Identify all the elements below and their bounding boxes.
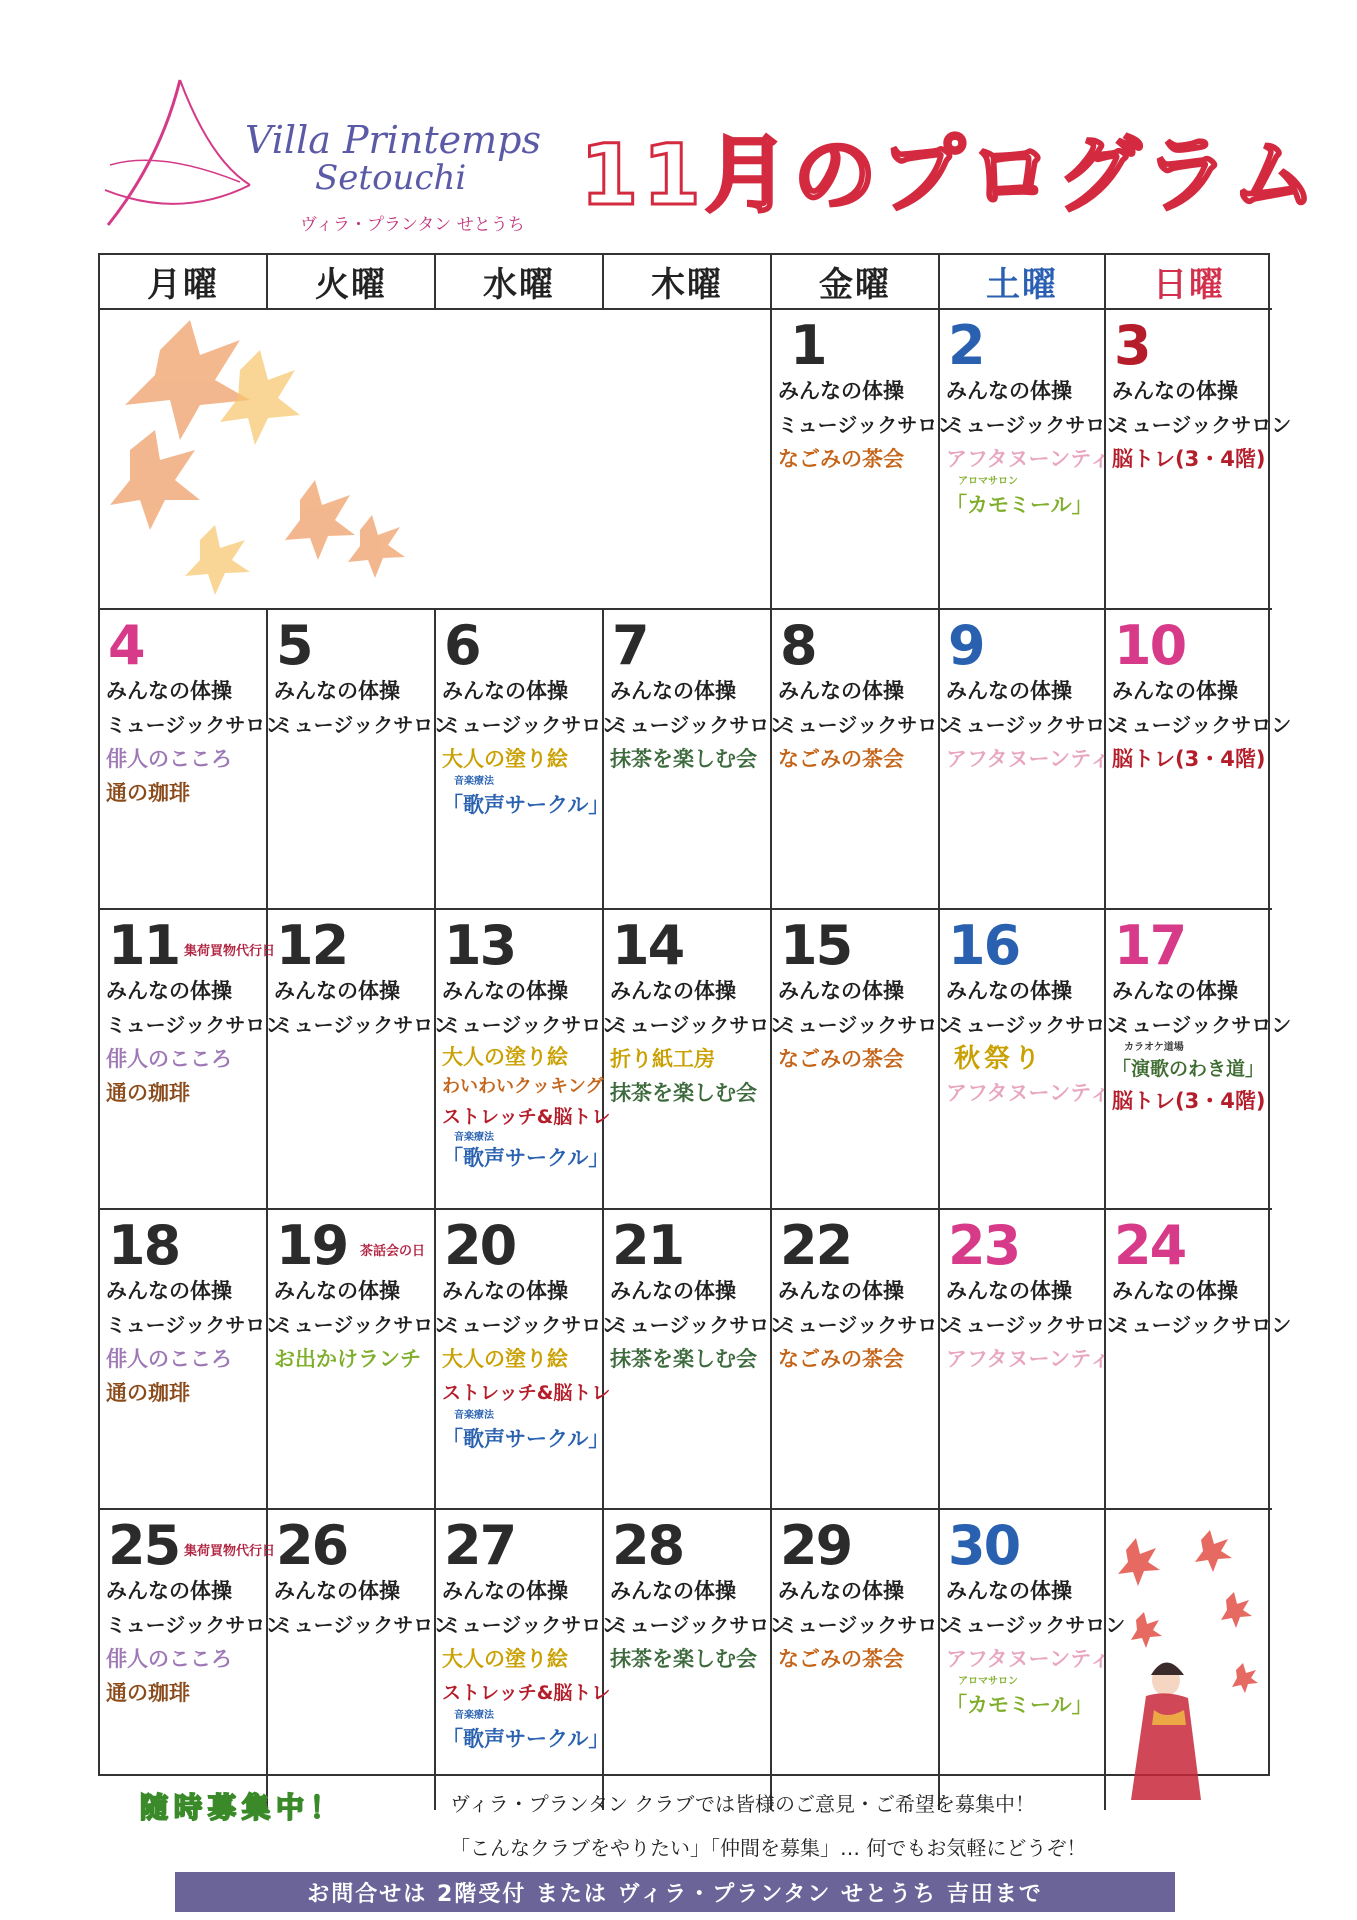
- event-nagomi: なごみの茶会: [778, 747, 904, 771]
- event-music: ミュージックサロン: [610, 1313, 790, 1337]
- event-music: ミュージックサロン: [946, 1613, 1126, 1637]
- day-cell-20: [436, 1210, 622, 1510]
- event-nurie: 大人の塗り絵: [442, 747, 568, 771]
- day-number: 10: [1114, 614, 1186, 677]
- note-kaimono: 集荷買物代行日: [184, 1544, 276, 1559]
- day-number: 16: [948, 914, 1020, 977]
- footer-message-2: 「こんなクラブをやりたい」「仲間を募集」… 何でもお気軽にどうぞ！: [450, 1836, 1087, 1860]
- event-music: ミュージックサロン: [442, 1313, 622, 1337]
- event-lunch: お出かけランチ: [274, 1347, 421, 1371]
- event-music: ミュージックサロン: [274, 713, 454, 737]
- day-cell-22: [772, 1210, 958, 1510]
- day-number: 25: [108, 1514, 180, 1577]
- event-taiso: みんなの体操: [778, 679, 904, 703]
- event-taiso: みんなの体操: [778, 1279, 904, 1303]
- event-music: ミュージックサロン: [106, 1013, 286, 1037]
- event-taiso: みんなの体操: [1112, 1279, 1238, 1303]
- event-tag-ongaku: 音楽療法: [454, 1132, 494, 1143]
- note-sawakai: 茶話会の日: [360, 1244, 426, 1259]
- event-taiso: みんなの体操: [106, 1579, 232, 1603]
- event-kasei: 「歌声サークル」: [442, 1146, 610, 1170]
- event-haijin: 俳人のこころ: [106, 1047, 232, 1071]
- day-number: 2: [948, 314, 984, 377]
- event-noutore: 脳トレ(3・4階): [1112, 747, 1266, 771]
- event-tag-ongaku: 音楽療法: [454, 1410, 494, 1421]
- event-music: ミュージックサロン: [778, 1313, 958, 1337]
- weekday-header-wed: 水曜: [436, 255, 604, 310]
- day-number: 18: [108, 1214, 180, 1277]
- day-number: 24: [1114, 1214, 1186, 1277]
- event-music: ミュージックサロン: [778, 1613, 958, 1637]
- event-haijin: 俳人のこころ: [106, 747, 232, 771]
- day-cell-17: [1106, 910, 1292, 1210]
- event-nagomi: なごみの茶会: [778, 1047, 904, 1071]
- event-taiso: みんなの体操: [946, 379, 1072, 403]
- event-taiso: みんなの体操: [610, 679, 736, 703]
- autumn-leaves-decoration: [100, 310, 772, 610]
- event-taiso: みんなの体操: [442, 1279, 568, 1303]
- kimono-girl-illustration: [1106, 1510, 1272, 1810]
- weekday-header-thu: 木曜: [604, 255, 772, 310]
- event-enka: 「演歌のわき道」: [1112, 1058, 1265, 1080]
- day-cell-10: [1106, 610, 1292, 910]
- weekday-header-mon: 月曜: [100, 255, 268, 310]
- event-tag-aroma: アロマサロン: [958, 1676, 1018, 1687]
- event-noutore: 脳トレ(3・4階): [1112, 1089, 1266, 1113]
- event-music: ミュージックサロン: [106, 1313, 286, 1337]
- day-cell-19: [268, 1210, 454, 1510]
- day-cell-27: [436, 1510, 622, 1810]
- event-music: ミュージックサロン: [1112, 413, 1292, 437]
- calendar-grid: [98, 253, 1292, 1776]
- weekday-header-tue: 火曜: [268, 255, 436, 310]
- day-cell-5: [268, 610, 454, 910]
- day-number: 30: [948, 1514, 1020, 1577]
- event-matcha: 抹茶を楽しむ会: [610, 1347, 757, 1371]
- day-number: 12: [276, 914, 348, 977]
- event-music: ミュージックサロン: [946, 1013, 1126, 1037]
- event-cooking: わいわいクッキング: [442, 1076, 604, 1097]
- event-tag-ongaku: 音楽療法: [454, 776, 494, 787]
- day-cell-13: [436, 910, 622, 1210]
- logo-text-setouchi: Setouchi: [315, 158, 467, 198]
- day-number: 7: [612, 614, 648, 677]
- event-stretch: ストレッチ&脳トレ: [442, 1106, 611, 1128]
- event-kasei: 「歌声サークル」: [442, 793, 610, 817]
- day-number: 22: [780, 1214, 852, 1277]
- event-afternoon-tea: アフタヌーンティ: [946, 1081, 1111, 1105]
- event-kasei: 「歌声サークル」: [442, 1427, 610, 1451]
- event-music: ミュージックサロン: [106, 1613, 286, 1637]
- event-taiso: みんなの体操: [946, 1279, 1072, 1303]
- event-matcha: 抹茶を楽しむ会: [610, 747, 757, 771]
- day-number: 3: [1114, 314, 1150, 377]
- day-number: 14: [612, 914, 684, 977]
- event-tag-karaoke: カラオケ道場: [1124, 1042, 1184, 1053]
- day-cell-8: [772, 610, 958, 910]
- day-cell-25: [100, 1510, 286, 1810]
- day-number: 21: [612, 1214, 684, 1277]
- day-cell-11: [100, 910, 286, 1210]
- event-afternoon-tea: アフタヌーンティ: [946, 747, 1111, 771]
- event-camomile: 「カモミール」: [946, 1693, 1093, 1717]
- event-taiso: みんなの体操: [1112, 379, 1238, 403]
- page-title: 11月のプログラム: [580, 126, 1321, 224]
- event-taiso: みんなの体操: [1112, 979, 1238, 1003]
- event-matcha: 抹茶を楽しむ会: [610, 1647, 757, 1671]
- weekday-header-sun: 日曜: [1106, 255, 1272, 310]
- event-taiso: みんなの体操: [106, 679, 232, 703]
- event-noutore: 脳トレ(3・4階): [1112, 447, 1266, 471]
- brand-logo: [100, 70, 541, 240]
- event-taiso: みんなの体操: [442, 679, 568, 703]
- event-nagomi: なごみの茶会: [778, 1647, 904, 1671]
- event-taiso: みんなの体操: [274, 979, 400, 1003]
- event-taiso: みんなの体操: [610, 1279, 736, 1303]
- event-taiso: みんなの体操: [778, 1579, 904, 1603]
- event-haijin: 俳人のこころ: [106, 1647, 232, 1671]
- note-kaimono: 集荷買物代行日: [184, 944, 276, 959]
- day-cell-30: [940, 1510, 1126, 1810]
- day-number: 26: [276, 1514, 348, 1577]
- day-cell-4: [100, 610, 286, 910]
- event-nurie: 大人の塗り絵: [442, 1347, 568, 1371]
- event-taiso: みんなの体操: [610, 1579, 736, 1603]
- event-nurie: 大人の塗り絵: [442, 1647, 568, 1671]
- day-cell-28: [604, 1510, 790, 1810]
- event-taiso: みんなの体操: [610, 979, 736, 1003]
- day-number: 15: [780, 914, 852, 977]
- event-taiso: みんなの体操: [106, 979, 232, 1003]
- event-stretch: ストレッチ&脳トレ: [442, 1382, 611, 1404]
- day-number: 11: [108, 914, 180, 977]
- weekday-header-sat: 土曜: [940, 255, 1106, 310]
- contact-banner: お問合せは 2階受付 または ヴィラ・プランタン せとうち 吉田まで: [175, 1872, 1175, 1912]
- day-number: 28: [612, 1514, 684, 1577]
- day-cell-29: [772, 1510, 958, 1810]
- event-camomile: 「カモミール」: [946, 493, 1093, 517]
- event-origami: 折り紙工房: [610, 1047, 715, 1071]
- event-music: ミュージックサロン: [274, 1613, 454, 1637]
- event-music: ミュージックサロン: [778, 1013, 958, 1037]
- day-number: 4: [108, 614, 144, 677]
- event-music: ミュージックサロン: [442, 1613, 622, 1637]
- event-taiso: みんなの体操: [778, 979, 904, 1003]
- event-matcha: 抹茶を楽しむ会: [610, 1081, 757, 1105]
- logo-text-villa: Villa Printemps: [245, 118, 541, 162]
- event-nagomi: なごみの茶会: [778, 1347, 904, 1371]
- day-number: 29: [780, 1514, 852, 1577]
- event-music: ミュージックサロン: [442, 1013, 622, 1037]
- day-number: 19: [276, 1214, 348, 1277]
- event-music: ミュージックサロン: [610, 1013, 790, 1037]
- day-cell-14: [604, 910, 790, 1210]
- kimono-leaves-icon: [1106, 1510, 1270, 1808]
- event-music: ミュージックサロン: [778, 413, 958, 437]
- event-tag-ongaku: 音楽療法: [454, 1710, 494, 1721]
- day-number: 27: [444, 1514, 516, 1577]
- event-tag-aroma: アロマサロン: [958, 476, 1018, 487]
- event-akimatsuri: 秋祭り: [954, 1044, 1045, 1074]
- day-cell-3: [1106, 310, 1292, 610]
- day-cell-24: [1106, 1210, 1292, 1510]
- day-cell-6: [436, 610, 622, 910]
- weekday-header-fri: 金曜: [772, 255, 940, 310]
- event-stretch: ストレッチ&脳トレ: [442, 1682, 611, 1704]
- event-music: ミュージックサロン: [274, 1013, 454, 1037]
- event-coffee: 通の珈琲: [106, 1081, 190, 1105]
- day-cell-26: [268, 1510, 454, 1810]
- event-coffee: 通の珈琲: [106, 1381, 190, 1405]
- day-cell-9: [940, 610, 1126, 910]
- event-music: ミュージックサロン: [442, 713, 622, 737]
- event-haijin: 俳人のこころ: [106, 1347, 232, 1371]
- event-taiso: みんなの体操: [274, 1279, 400, 1303]
- maple-leaf-icon: [100, 310, 420, 610]
- event-nagomi: なごみの茶会: [778, 447, 904, 471]
- event-afternoon-tea: アフタヌーンティ: [946, 1347, 1111, 1371]
- day-cell-23: [940, 1210, 1126, 1510]
- event-music: ミュージックサロン: [610, 713, 790, 737]
- event-music: ミュージックサロン: [946, 1313, 1126, 1337]
- day-number: 5: [276, 614, 312, 677]
- day-cell-2: [940, 310, 1126, 610]
- event-taiso: みんなの体操: [274, 679, 400, 703]
- day-number: 8: [780, 614, 816, 677]
- day-number: 1: [790, 314, 826, 377]
- event-coffee: 通の珈琲: [106, 781, 190, 805]
- event-taiso: みんなの体操: [946, 679, 1072, 703]
- event-music: ミュージックサロン: [106, 713, 286, 737]
- day-number: 9: [948, 614, 984, 677]
- day-number: 23: [948, 1214, 1020, 1277]
- day-number: 13: [444, 914, 516, 977]
- footer-message-1: ヴィラ・プランタン クラブでは皆様のご意見・ご希望を募集中！: [450, 1792, 1035, 1816]
- day-cell-12: [268, 910, 454, 1210]
- day-cell-21: [604, 1210, 790, 1510]
- event-music: ミュージックサロン: [1112, 1313, 1292, 1337]
- event-music: ミュージックサロン: [610, 1613, 790, 1637]
- day-cell-15: [772, 910, 958, 1210]
- event-afternoon-tea: アフタヌーンティ: [946, 1647, 1111, 1671]
- event-music: ミュージックサロン: [946, 413, 1126, 437]
- event-taiso: みんなの体操: [1112, 679, 1238, 703]
- event-taiso: みんなの体操: [274, 1579, 400, 1603]
- day-cell-7: [604, 610, 790, 910]
- event-taiso: みんなの体操: [442, 979, 568, 1003]
- day-number: 20: [444, 1214, 516, 1277]
- day-cell-1: [772, 310, 958, 610]
- event-taiso: みんなの体操: [778, 379, 904, 403]
- event-music: ミュージックサロン: [946, 713, 1126, 737]
- logo-text-kana: ヴィラ・プランタン せとうち: [300, 215, 525, 235]
- day-cell-16: [940, 910, 1126, 1210]
- day-cell-18: [100, 1210, 286, 1510]
- event-music: ミュージックサロン: [1112, 713, 1292, 737]
- day-number: 17: [1114, 914, 1186, 977]
- event-taiso: みんなの体操: [442, 1579, 568, 1603]
- event-taiso: みんなの体操: [946, 1579, 1072, 1603]
- event-music: ミュージックサロン: [778, 713, 958, 737]
- event-coffee: 通の珈琲: [106, 1681, 190, 1705]
- day-number: 6: [444, 614, 480, 677]
- recruit-heading: 随時募集中！: [140, 1791, 345, 1824]
- event-taiso: みんなの体操: [106, 1279, 232, 1303]
- event-music: ミュージックサロン: [1112, 1013, 1292, 1037]
- event-taiso: みんなの体操: [946, 979, 1072, 1003]
- event-afternoon-tea: アフタヌーンティ: [946, 447, 1111, 471]
- event-nurie: 大人の塗り絵: [442, 1045, 568, 1069]
- event-kasei: 「歌声サークル」: [442, 1727, 610, 1751]
- event-music: ミュージックサロン: [274, 1313, 454, 1337]
